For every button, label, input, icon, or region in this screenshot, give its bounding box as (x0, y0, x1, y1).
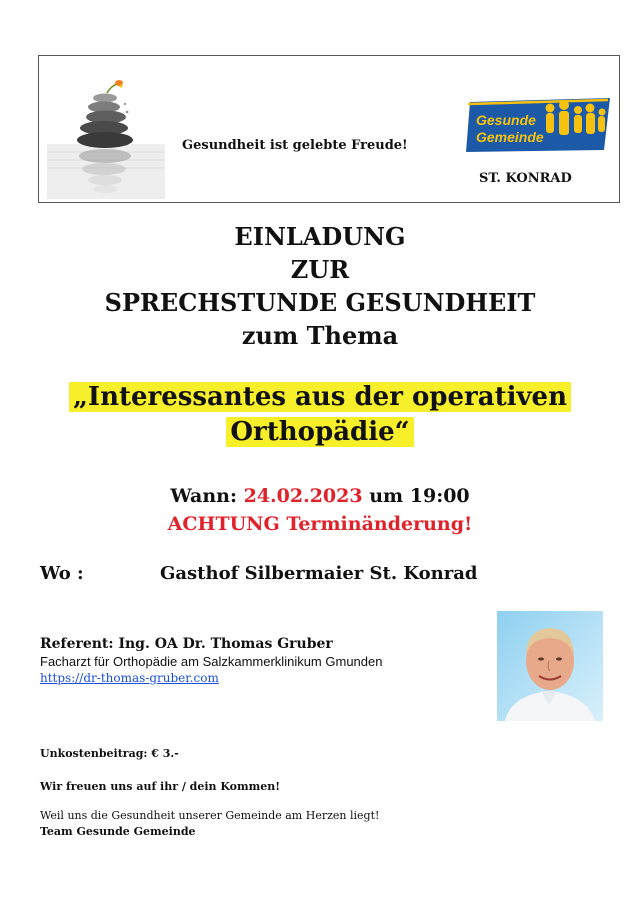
title-line2: ZUR (290, 255, 350, 284)
stacked-stones-image (47, 64, 165, 199)
logo-text-line2: Gemeinde (476, 129, 544, 145)
when-block (0, 482, 640, 538)
event-time: um 19:00 (369, 485, 470, 507)
place-name: ST. KONRAD (479, 171, 572, 186)
speaker-title: Facharzt für Orthopädie am Salzkammerklinikum Gmunden (40, 654, 383, 669)
change-notice: ACHTUNG Terminänderung! (167, 513, 473, 535)
speaker-website-link[interactable]: https://dr-thomas-gruber.com (40, 671, 219, 685)
team-signature: Team Gesunde Gemeinde (40, 825, 196, 838)
thanks-note: Wir freuen uns auf ihr / dein Kommen! (40, 780, 281, 793)
gesunde-gemeinde-logo (464, 96, 614, 154)
title-line1: EINLADUNG (234, 222, 406, 251)
topic-line1: „Interessantes aus der operativen (69, 382, 571, 412)
topic (0, 380, 640, 450)
title-line4: zum Thema (241, 321, 399, 350)
logo-text-line1: Gesunde (476, 112, 536, 128)
title-line3: SPRECHSTUNDE GESUNDHEIT (104, 288, 536, 317)
when-label: Wann: (170, 485, 237, 507)
speaker-photo (497, 611, 603, 721)
header-box (38, 55, 620, 203)
slogan: Gesundheit ist gelebte Freude! (182, 138, 408, 153)
where-label: Wo : (40, 563, 84, 584)
event-date: 24.02.2023 (243, 485, 363, 507)
fee: Unkostenbeitrag: € 3.- (40, 747, 179, 760)
topic-line2: Orthopädie“ (226, 417, 413, 447)
venue: Gasthof Silbermaier St. Konrad (160, 563, 478, 584)
invitation-title (0, 220, 640, 352)
closing-line: Weil uns die Gesundheit unserer Gemeinde am Herzen liegt! (40, 809, 380, 822)
speaker-name: Referent: Ing. OA Dr. Thomas Gruber (40, 636, 333, 652)
